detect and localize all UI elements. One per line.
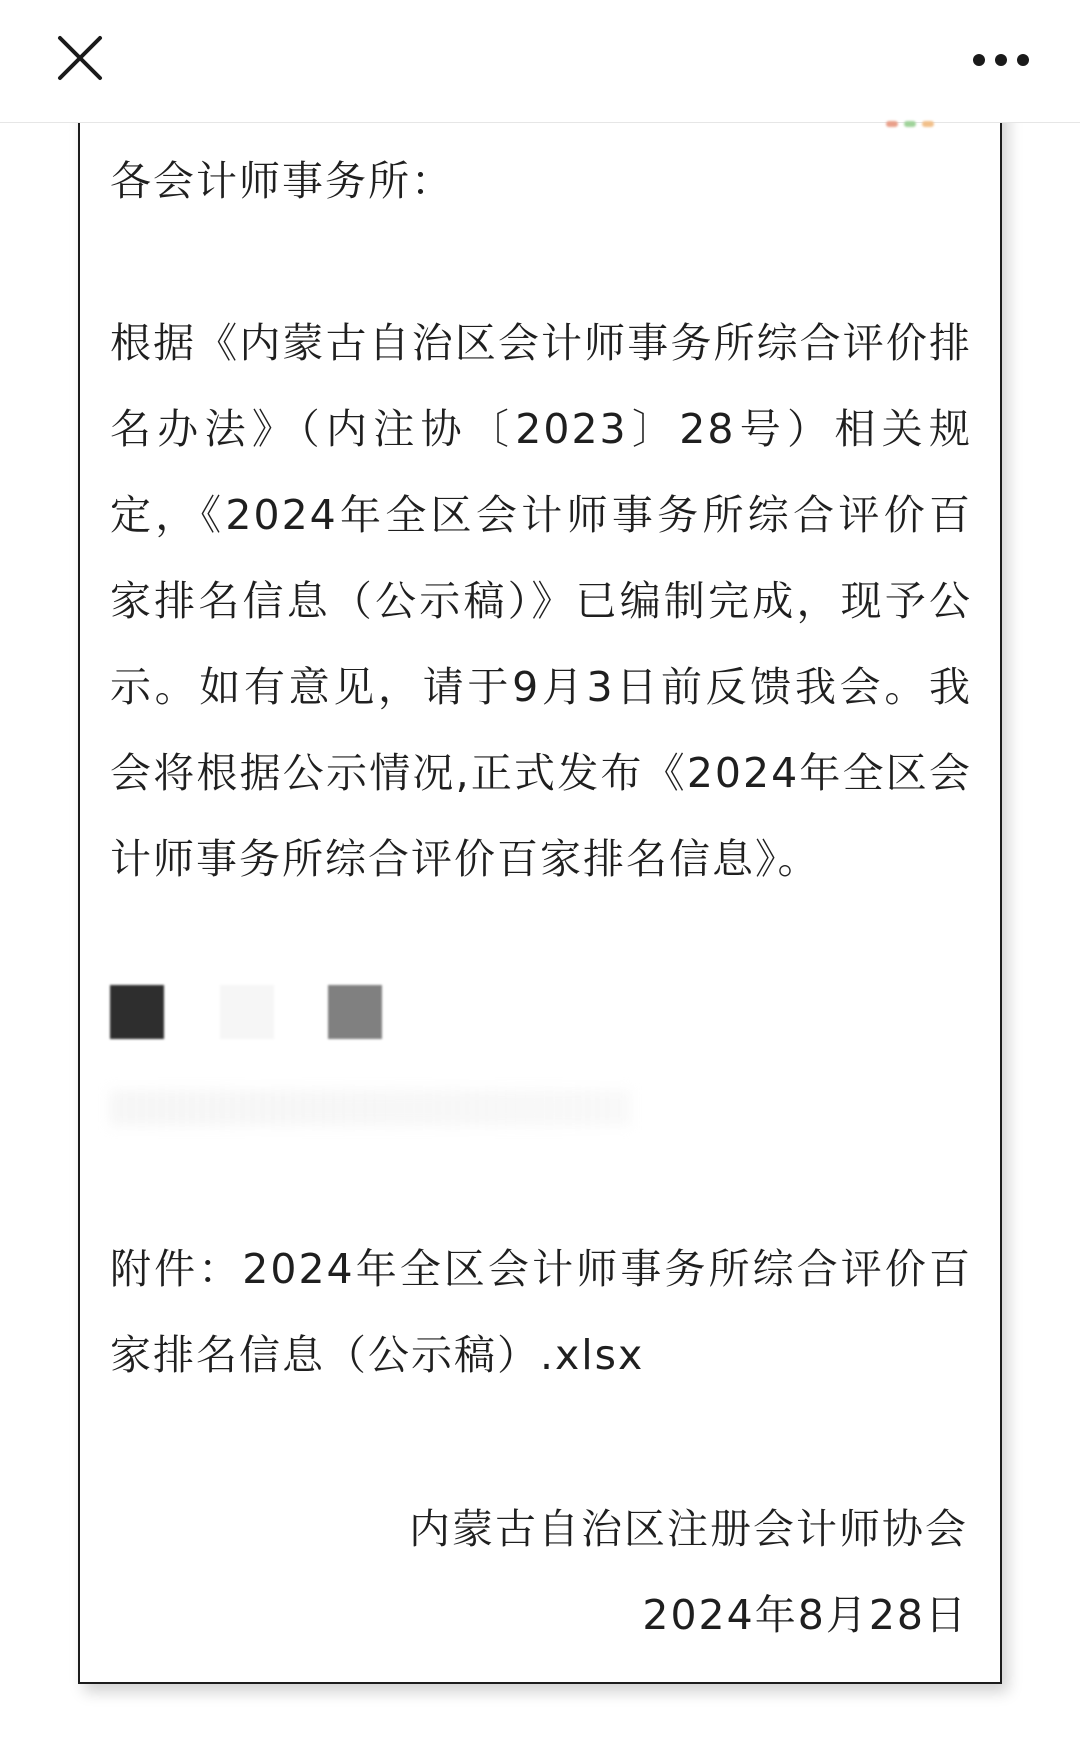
close-button[interactable]: [50, 28, 110, 88]
attachment-line: 附件：2024年全区会计师事务所综合评价百: [110, 1245, 972, 1293]
partial-decoration: [886, 112, 956, 122]
top-bar: [0, 0, 1080, 123]
attachment-line: 家排名信息（公示稿）.xlsx: [110, 1331, 645, 1379]
redacted-block: [220, 985, 274, 1039]
attachment-note[interactable]: [110, 1226, 972, 1398]
salutation: 各会计师事务所：: [110, 157, 454, 205]
body-line: 会将根据公示情况,正式发布《2024年全区会: [110, 749, 972, 797]
body-line: 家排名信息（公示稿）》已编制完成，现予公: [110, 577, 972, 625]
signature-date: 2024年8月28日: [642, 1591, 968, 1639]
body-line: 根据《内蒙古自治区会计师事务所综合评价排: [110, 319, 972, 367]
more-dots-icon: [966, 32, 1036, 88]
redacted-contact-line: [110, 1090, 630, 1126]
body-line: 名办法》（内注协〔2023〕28号）相关规: [110, 405, 972, 453]
body-line: 定，《2024年全区会计师事务所综合评价百: [110, 491, 972, 539]
body-line: 示。如有意见，请于9月3日前反馈我会。我: [110, 663, 972, 711]
redacted-block: [110, 985, 164, 1039]
more-options-button[interactable]: [966, 32, 1036, 88]
redacted-block: [328, 985, 382, 1039]
body-line: 计师事务所综合评价百家排名信息》。: [110, 835, 821, 883]
close-icon: [50, 28, 110, 88]
signature-organization: 内蒙古自治区注册会计师协会: [409, 1505, 968, 1553]
notice-body: [110, 300, 972, 902]
